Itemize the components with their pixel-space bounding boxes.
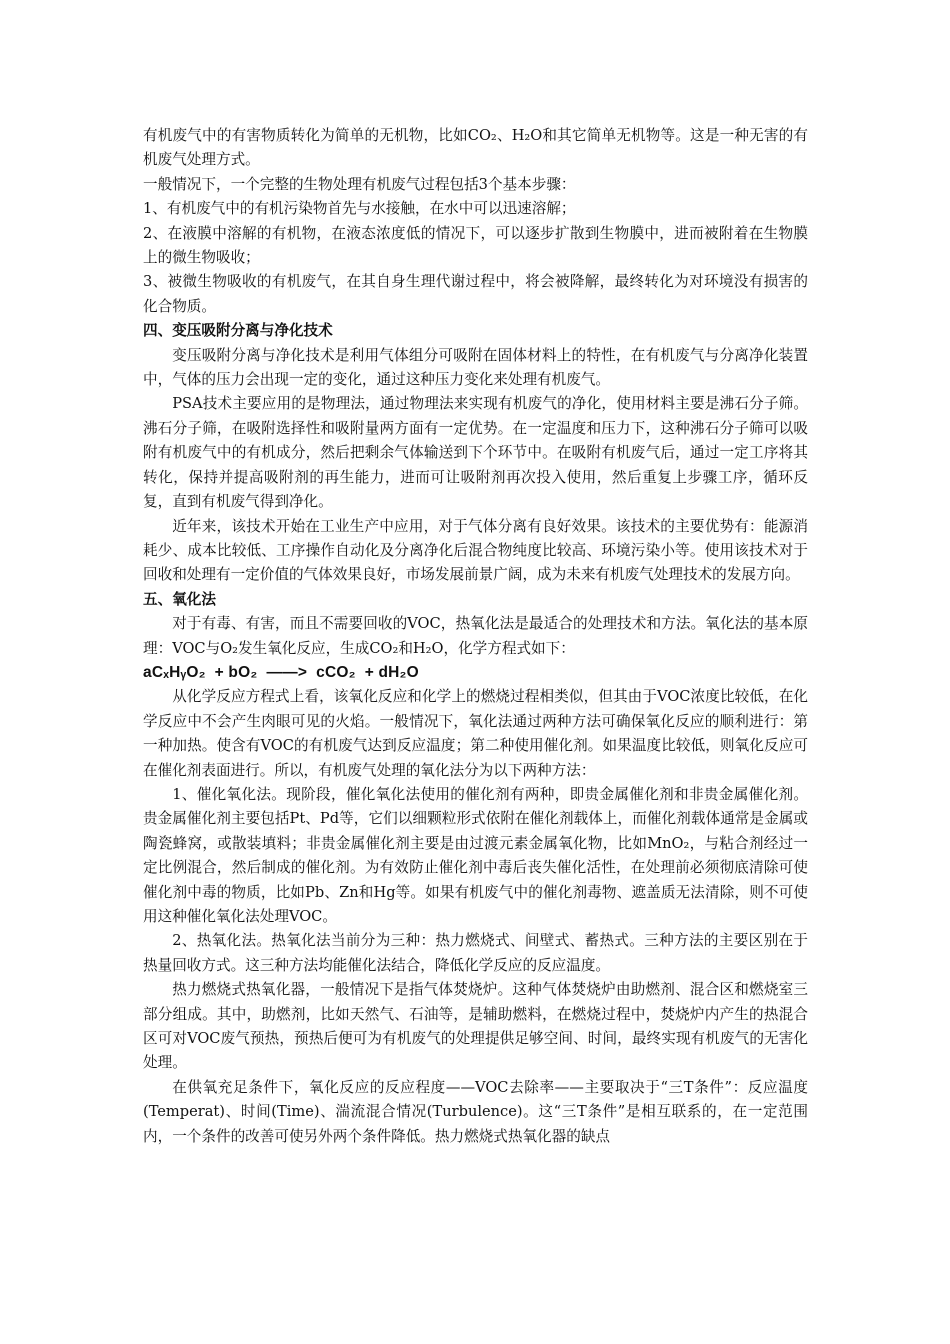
- list-item: 2、在液膜中溶解的有机物，在液态浓度低的情况下，可以逐步扩散到生物膜中，进而被附着在生物膜上的微生物吸收；: [143, 224, 808, 267]
- body-paragraph: 一般情况下，一个完整的生物处理有机废气过程包括3个基本步骤：: [143, 175, 576, 193]
- body-paragraph: 变压吸附分离与净化技术是利用气体组分可吸附在固体材料上的特性，在有机废气与分离净化装置中，气体的压力会出现一定的变化，通过这种压力变化来处理有机废气。: [143, 346, 808, 389]
- body-paragraph: 对于有毒、有害，而且不需要回收的VOC，热氧化法是最适合的处理技术和方法。氧化法的基本原理：VOC与O₂发生氧化反应，生成CO₂和H₂O，化学方程式如下：: [143, 615, 808, 657]
- list-item: 1、有机废气中的有机污染物首先与水接触，在水中可以迅速溶解；: [143, 200, 576, 218]
- body-paragraph: 近年来，该技术开始在工业生产中应用，对于气体分离有良好效果。该技术的主要优势有：能源消耗少、成本比较低、工序操作自动化及分离净化后混合物纯度比较高、环境污染小等。使用该技术对于回收和处理有一定价值的气体效果良好，市场发展前景广阔，成为未来有机废气处理技术的发展方向。: [143, 517, 808, 584]
- section-heading: 五、氧化法: [143, 590, 216, 608]
- chemical-equation: aCₓHᵧO₂ + bO₂ ——> cCO₂ + dH₂O: [143, 663, 419, 681]
- body-paragraph: 有机废气中的有害物质转化为简单的无机物，比如CO₂、H₂O和其它简单无机物等。这是一种无害的有机废气处理方式。: [143, 127, 808, 169]
- list-item: 3、被微生物吸收的有机废气，在其自身生理代谢过程中，将会被降解，最终转化为对环境没有损害的化合物质。: [143, 273, 808, 315]
- document-body: [143, 124, 808, 1149]
- body-paragraph: 2、热氧化法。热氧化法当前分为三种：热力燃烧式、间壁式、蓄热式。三种方法的主要区别在于热量回收方式。这三种方法均能催化法结合，降低化学反应的反应温度。: [143, 932, 808, 974]
- body-paragraph: PSA技术主要应用的是物理法，通过物理法来实现有机废气的净化，使用材料主要是沸石分子筛。沸石分子筛，在吸附选择性和吸附量两方面有一定优势。在一定温度和压力下，这种沸石分子筛可以吸附有机废气中的有机成分，然后把剩余气体输送到下个环节中。在吸附有机废气后，通过一定工序将其转化，保持并提高吸附剂的再生能力，进而可让吸附剂再次投入使用，然后重复上步骤工序，循环反复，直到有机废气得到净化。: [143, 395, 808, 511]
- body-paragraph: 热力燃烧式热氧化器，一般情况下是指气体焚烧炉。这种气体焚烧炉由助燃剂、混合区和燃烧室三部分组成。其中，助燃剂，比如天然气、石油等，是辅助燃料，在燃烧过程中，焚烧炉内产生的热混合区可对VOC废气预热，预热后便可为有机废气的处理提供足够空间、时间，最终实现有机废气的无害化处理。: [143, 981, 808, 1072]
- body-paragraph: 从化学反应方程式上看，该氧化反应和化学上的燃烧过程相类似，但其由于VOC浓度比较低，在化学反应中不会产生肉眼可见的火焰。一般情况下，氧化法通过两种方法可确保氧化反应的顺利进行：第一种加热。使含有VOC的有机废气达到反应温度；第二种使用催化剂。如果温度比较低，则氧化反应可在催化剂表面进行。所以，有机废气处理的氧化法分为以下两种方法：: [143, 688, 808, 779]
- body-paragraph: 1、催化氧化法。现阶段，催化氧化法使用的催化剂有两种，即贵金属催化剂和非贵金属催化剂。贵金属催化剂主要包括Pt、Pd等，它们以细颗粒形式依附在催化剂载体上，而催化剂载体通常是金属或陶瓷蜂窝，或散装填料；非贵金属催化剂主要是由过渡元素金属氧化物，比如MnO₂，与粘合剂经过一定比例混合，然后制成的催化剂。为有效防止催化剂中毒后丧失催化活性，在处理前必须彻底清除可使催化剂中毒的物质，比如Pb、Zn和Hg等。如果有机废气中的催化剂毒物、遮盖质无法清除，则不可使用这种催化氧化法处理VOC。: [143, 785, 808, 925]
- section-heading: 四、变压吸附分离与净化技术: [143, 322, 333, 340]
- body-paragraph: 在供氧充足条件下，氧化反应的反应程度——VOC去除率——主要取决于“三T条件”：反应温度(Temperat)、时间(Time)、湍流混合情况(Turbulence)。这“三T条件”是相互联系的，在一定范围内，一个条件的改善可使另外两个条件降低。热力燃烧式热氧化器的缺点: [143, 1078, 808, 1145]
